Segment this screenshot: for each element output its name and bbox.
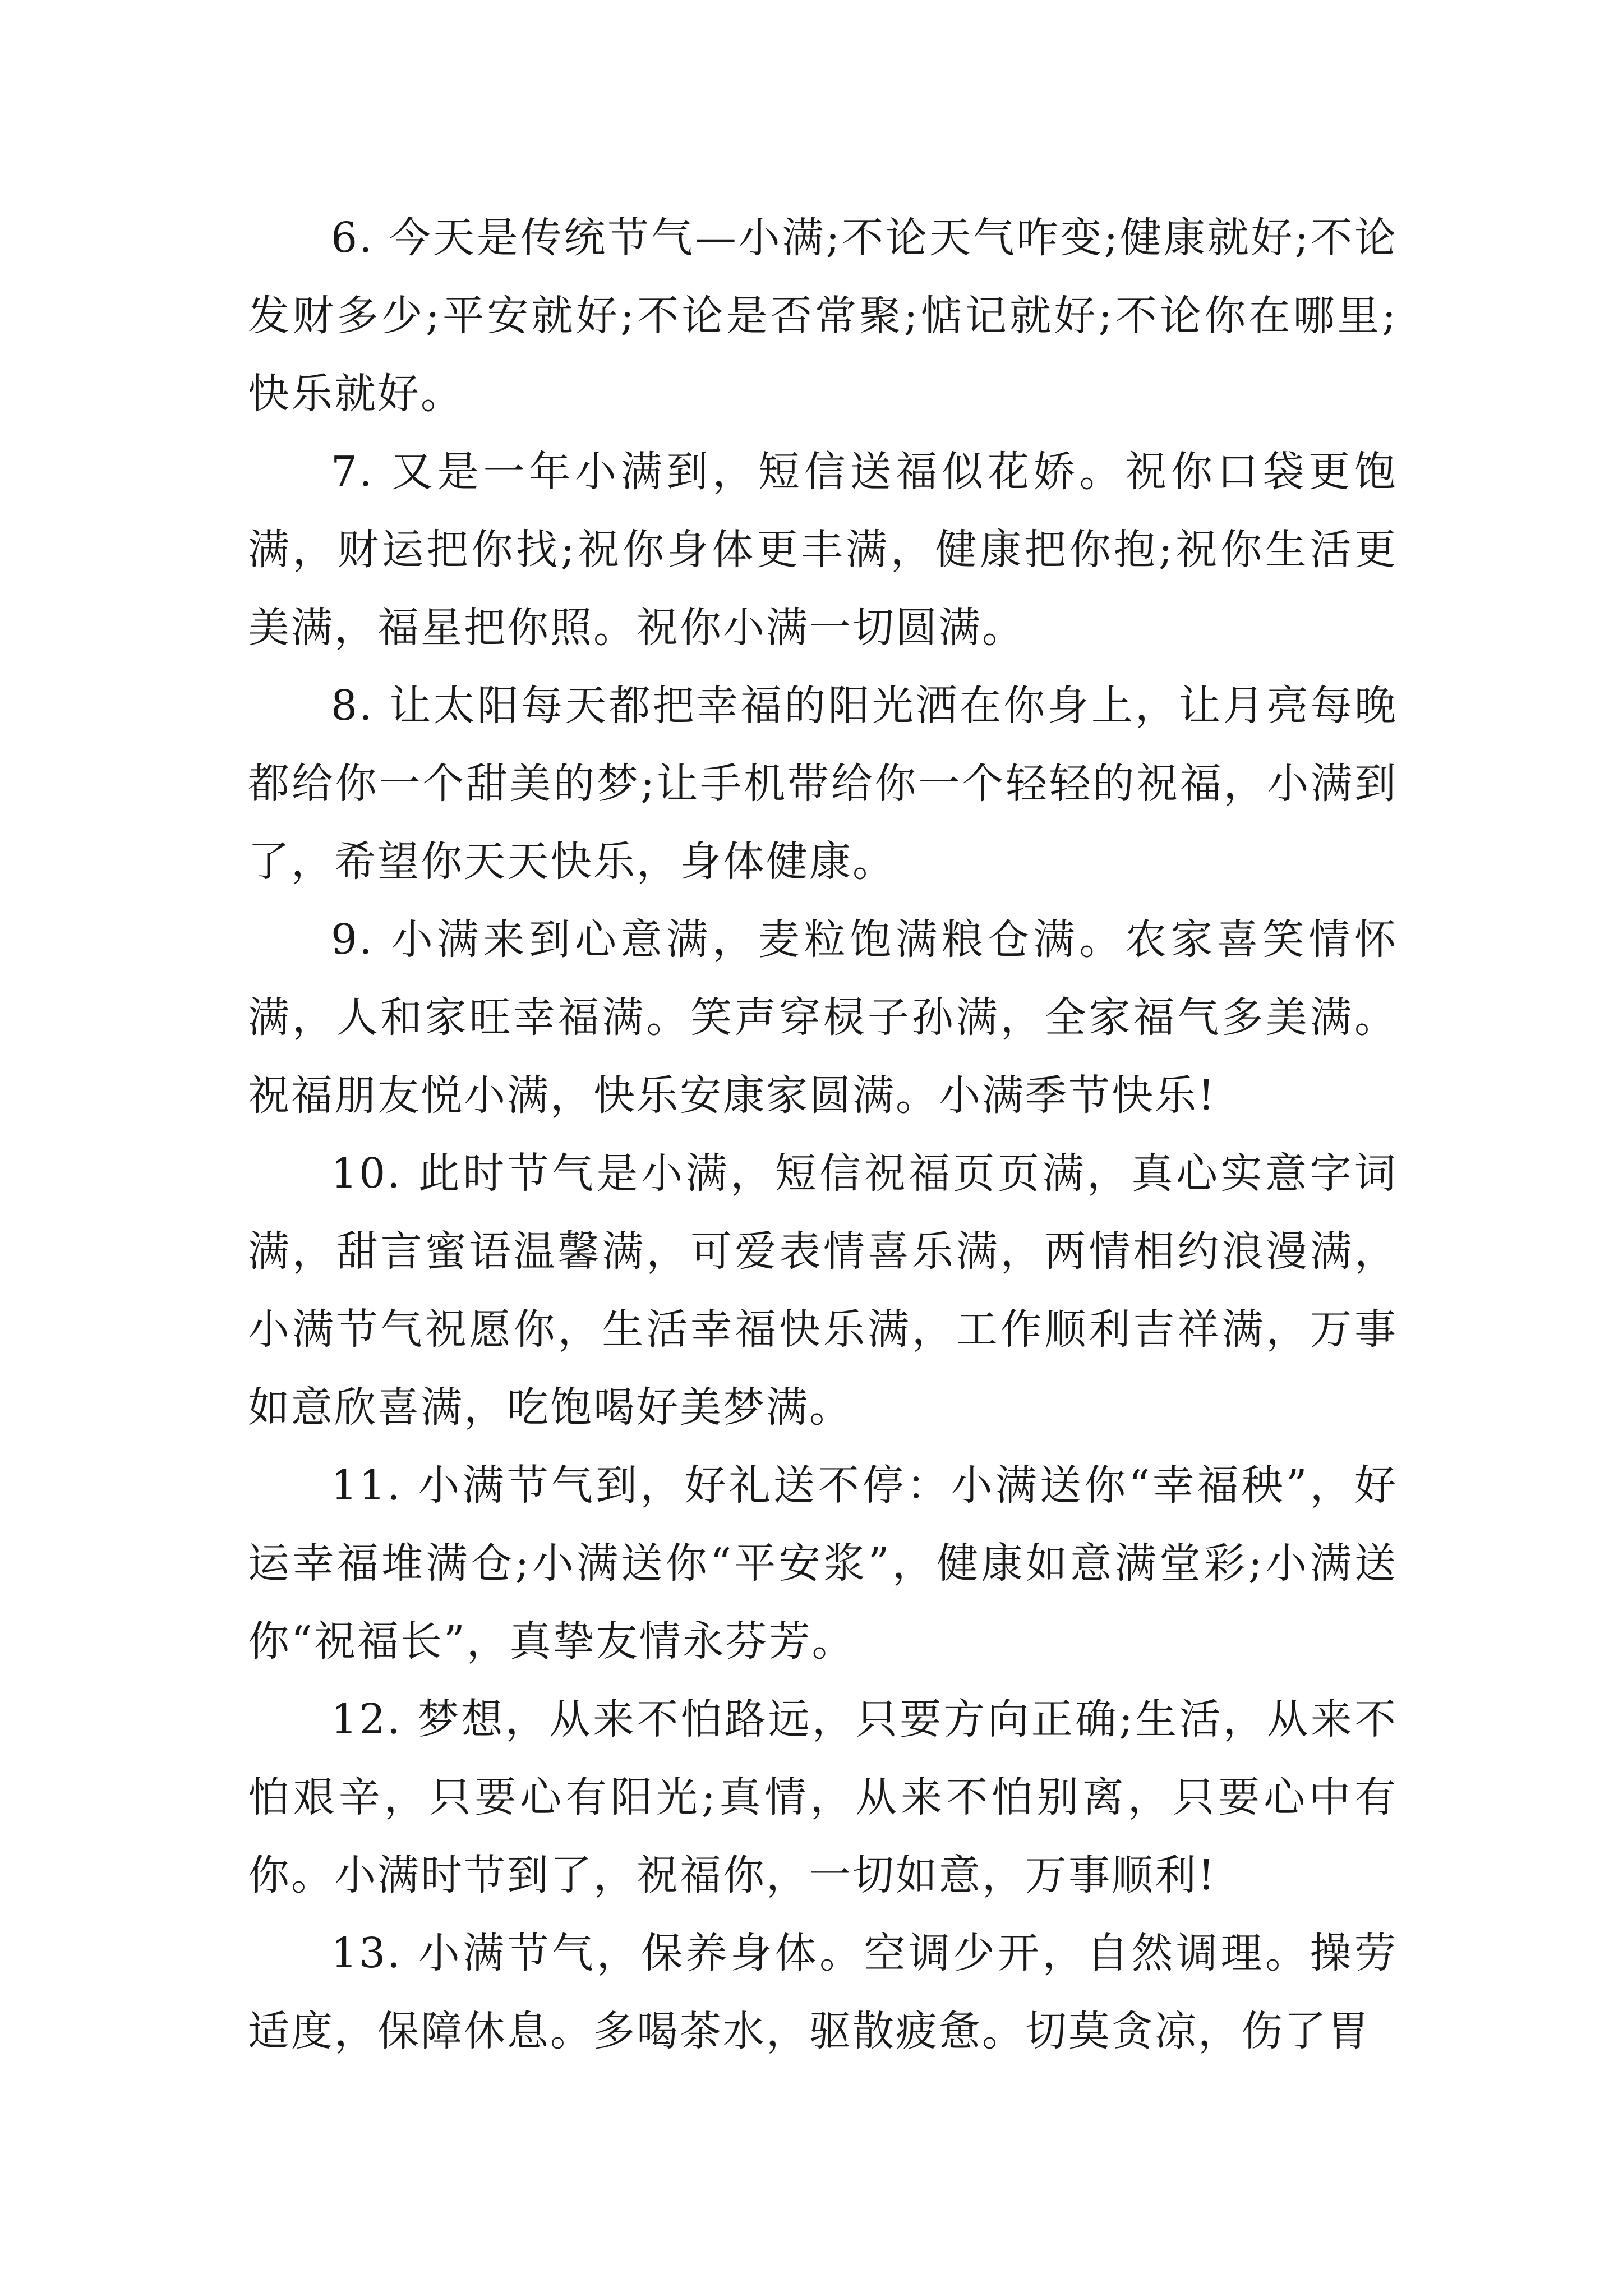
paragraph-12: 12. 梦想，从来不怕路远，只要方向正确;生活，从来不怕艰辛，只要心有阳光;真情，从来不怕别离，只要心中有你。小满时节到了，祝福你，一切如意，万事顺利! [248,1695,1398,1899]
paragraph-13: 13. 小满节气，保养身体。空调少开，自然调理。操劳适度，保障休息。多喝茶水，驱散疲惫。切莫贪凉，伤了胃 [248,1929,1398,2055]
paragraph-10: 10. 此时节气是小满，短信祝福页页满，真心实意字词满，甜言蜜语温馨满，可爱表情喜乐满，两情相约浪漫满，小满节气祝愿你，生活幸福快乐满，工作顺利吉祥满，万事如意欣喜满，吃饱喝好美梦满。 [248,1149,1398,1432]
paragraph-6: 6. 今天是传统节气—小满;不论天气咋变;健康就好;不论发财多少;平安就好;不论是否常聚;惦记就好;不论你在哪里;快乐就好。 [248,214,1398,418]
paragraph-9: 9. 小满来到心意满，麦粒饱满粮仓满。农家喜笑情怀满，人和家旺幸福满。笑声穿棂子孙满，全家福气多美满。祝福朋友悦小满，快乐安康家圆满。小满季节快乐! [248,915,1398,1120]
paragraph-11: 11. 小满节气到，好礼送不停：小满送你“幸福秧”，好运幸福堆满仓;小满送你“平安浆”，健康如意满堂彩;小满送你“祝福长”，真挚友情永芬芳。 [248,1461,1398,1665]
paragraph-7: 7. 又是一年小满到，短信送福似花娇。祝你口袋更饱满，财运把你找;祝你身体更丰满，健康把你抱;祝你生活更美满，福星把你照。祝你小满一切圆满。 [248,448,1398,652]
paragraph-8: 8. 让太阳每天都把幸福的阳光洒在你身上，让月亮每晚都给你一个甜美的梦;让手机带给你一个轻轻的祝福，小满到了，希望你天天快乐，身体健康。 [248,682,1398,886]
document-body [248,199,1398,2070]
